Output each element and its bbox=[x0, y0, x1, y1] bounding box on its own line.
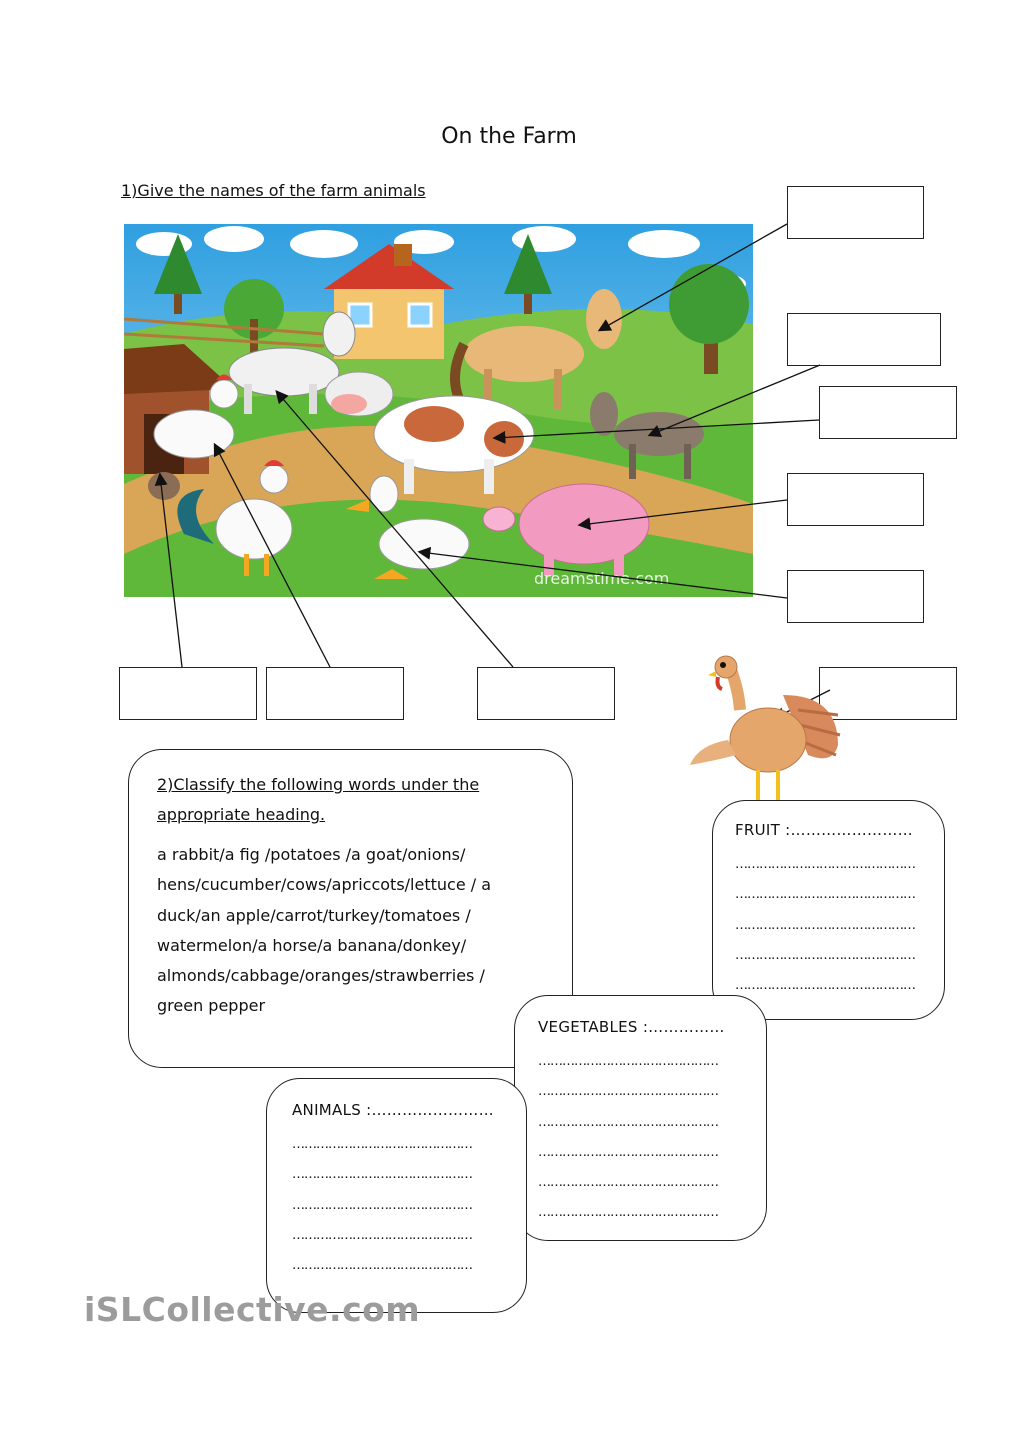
fruit-answer-line[interactable]: ……………………………………… bbox=[735, 887, 915, 903]
vegetables-answer-line[interactable]: ……………………………………… bbox=[538, 1114, 718, 1130]
animals-heading: ANIMALS :…………………… bbox=[292, 1101, 494, 1119]
animals-answer-line[interactable]: ……………………………………… bbox=[292, 1137, 472, 1152]
fruit-heading: FRUIT :…………………… bbox=[735, 821, 913, 839]
vegetables-answer-line[interactable]: ……………………………………… bbox=[538, 1084, 718, 1100]
word-list-line: watermelon/a horse/a banana/donkey/ bbox=[157, 935, 467, 955]
farm-scene-illustration bbox=[124, 224, 753, 597]
answer-box-duck[interactable] bbox=[787, 570, 924, 623]
answer-box-cow[interactable] bbox=[787, 313, 941, 366]
vegetables-card[interactable] bbox=[514, 995, 767, 1241]
vegetables-heading: VEGETABLES :…………… bbox=[538, 1018, 725, 1036]
word-list-line: duck/an apple/carrot/turkey/tomatoes / bbox=[157, 905, 471, 925]
animals-answer-line[interactable]: ……………………………………… bbox=[292, 1258, 472, 1274]
answer-box-rabbit[interactable] bbox=[119, 667, 257, 720]
page-title: On the Farm bbox=[441, 124, 577, 149]
vegetables-answer-line[interactable]: ……………………………………… bbox=[538, 1054, 718, 1069]
turkey-illustration bbox=[688, 655, 843, 803]
word-list bbox=[157, 840, 572, 1022]
animals-answer-line[interactable]: ……………………………………… bbox=[292, 1197, 472, 1213]
word-list-line: almonds/cabbage/oranges/strawberries / bbox=[157, 966, 485, 986]
answer-box-donkey[interactable] bbox=[819, 386, 957, 439]
exercise-2-heading-line1: 2)Classify the following words under the bbox=[157, 775, 480, 794]
vegetables-answer-line[interactable]: ……………………………………… bbox=[538, 1144, 718, 1160]
fruit-answer-line[interactable]: ……………………………………… bbox=[735, 857, 915, 872]
answer-box-pig[interactable] bbox=[787, 473, 924, 526]
word-list-line: green pepper bbox=[157, 996, 266, 1016]
fruit-card[interactable] bbox=[712, 800, 945, 1020]
rabbit bbox=[148, 472, 180, 500]
word-list-line: hens/cucumber/cows/apriccots/lettuce / a bbox=[157, 875, 492, 895]
fruit-answer-line[interactable]: ……………………………………… bbox=[735, 917, 915, 933]
exercise-2-heading-line2: appropriate heading. bbox=[157, 805, 326, 824]
answer-box-hen[interactable] bbox=[266, 667, 404, 720]
exercise-2-card bbox=[128, 749, 573, 1068]
islcollective-watermark: iSLCollective.com bbox=[84, 1290, 421, 1329]
fruit-answer-line[interactable]: ……………………………………… bbox=[735, 978, 915, 994]
fruit-answer-line[interactable]: ……………………………………… bbox=[735, 947, 915, 963]
vegetables-answer-line[interactable]: ……………………………………… bbox=[538, 1205, 718, 1221]
scene-watermark: dreamstime.com bbox=[534, 569, 670, 588]
animals-answer-line[interactable]: ……………………………………… bbox=[292, 1167, 472, 1183]
exercise-1-heading: 1)Give the names of the farm animals bbox=[121, 181, 426, 200]
word-list-line: a rabbit/a fig /potatoes /a goat/onions/ bbox=[157, 845, 466, 864]
animals-answer-line[interactable]: ……………………………………… bbox=[292, 1227, 472, 1243]
animals-card[interactable] bbox=[266, 1078, 527, 1313]
answer-box-goat[interactable] bbox=[477, 667, 615, 720]
vegetables-answer-line[interactable]: ……………………………………… bbox=[538, 1175, 718, 1191]
answer-box-horse[interactable] bbox=[787, 186, 924, 239]
